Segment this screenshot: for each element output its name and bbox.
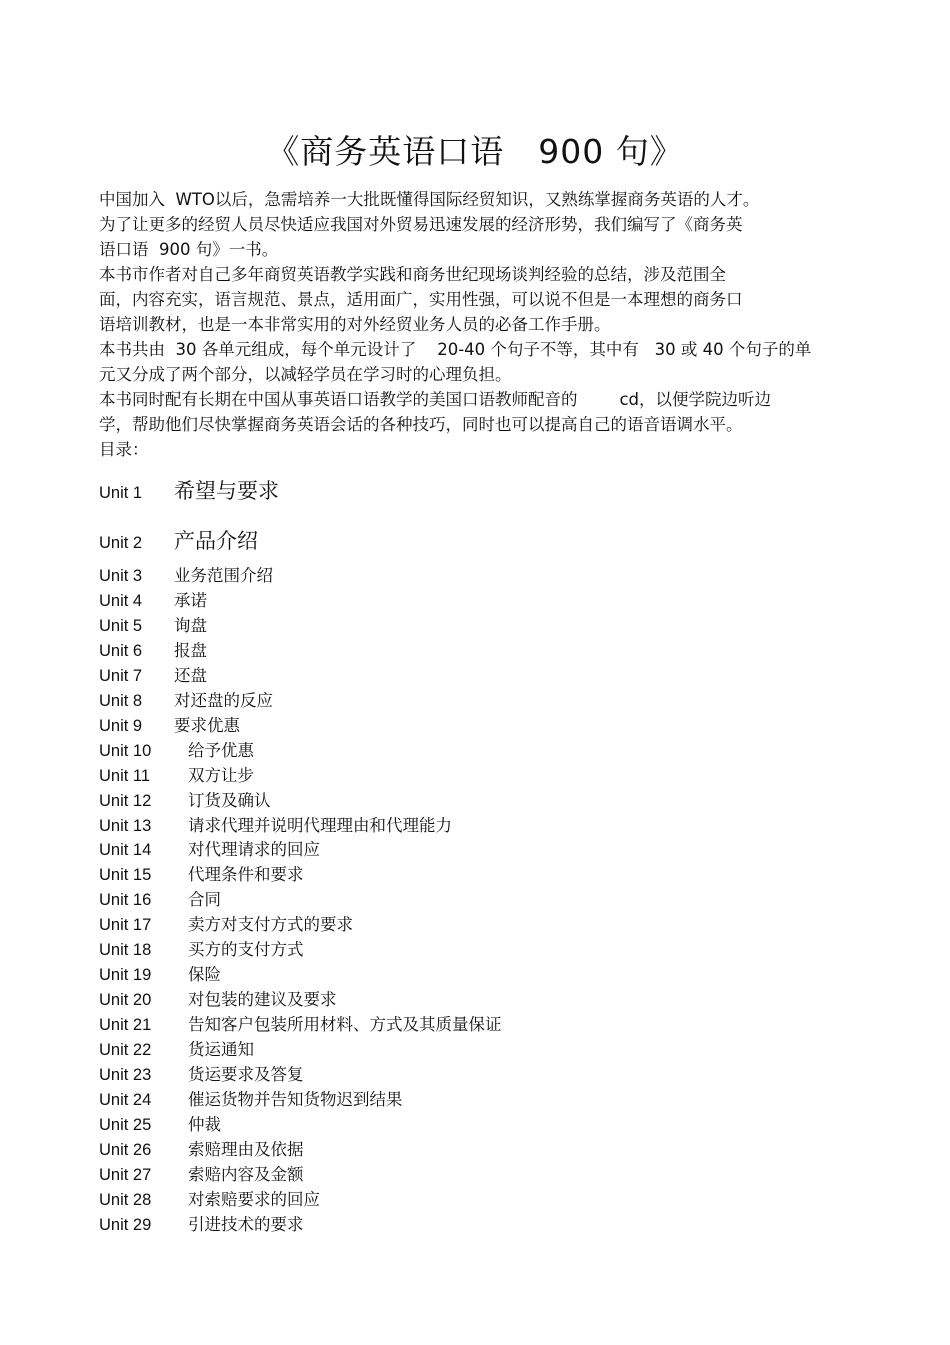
toc-entry <box>99 1161 304 1185</box>
unit-number: Unit 14 <box>99 841 152 860</box>
unit-number: Unit 11 <box>99 766 151 785</box>
unit-number: Unit 8 <box>99 691 143 710</box>
unit-title: 保险 <box>188 965 221 985</box>
toc-entry <box>99 1111 221 1135</box>
unit-number: Unit 19 <box>99 966 152 985</box>
toc-entry <box>99 587 207 611</box>
intro-line: 元又分成了两个部分，以减轻学员在学习时的心理负担。 <box>99 365 512 384</box>
unit-title: 对代理请求的回应 <box>188 840 320 860</box>
toc-entry <box>99 836 320 860</box>
intro-line: 本书同时配有长期在中国从事英语口语教学的美国口语教师配音的 cd，以便学院边听边 <box>99 390 772 409</box>
unit-number: Unit 3 <box>99 567 143 585</box>
toc-entry <box>99 1036 254 1060</box>
intro-line: 语口语 900 句》一书。 <box>99 240 279 259</box>
unit-title: 索赔理由及依据 <box>188 1139 304 1159</box>
toc-entry <box>99 687 273 711</box>
unit-number: Unit 7 <box>99 666 143 685</box>
intro-line: 本书市作者对自己多年商贸英语教学实践和商务世纪现场谈判经验的总结，涉及范围全 <box>99 265 726 284</box>
unit-title: 仲裁 <box>188 1114 221 1134</box>
unit-number: Unit 28 <box>99 1190 152 1209</box>
unit-number: Unit 6 <box>99 641 143 660</box>
unit-number: Unit 2 <box>99 534 143 552</box>
unit-title: 对包装的建议及要求 <box>188 990 337 1010</box>
toc-entry <box>99 562 273 586</box>
unit-number: Unit 1 <box>99 484 143 502</box>
unit-title: 订货及确认 <box>188 790 271 810</box>
unit-title: 货运要求及答复 <box>188 1065 304 1084</box>
intro-line: 中国加入 WTO以后，急需培养一大批既懂得国际经贸知识，又熟练掌握商务英语的人才。 <box>99 190 760 209</box>
unit-number: Unit 24 <box>99 1090 152 1109</box>
unit-title: 承诺 <box>174 590 207 610</box>
toc-entry <box>99 737 254 761</box>
unit-title: 产品介绍 <box>174 529 258 553</box>
toc-entry <box>99 475 279 505</box>
unit-number: Unit 22 <box>99 1041 152 1060</box>
unit-number: Unit 12 <box>99 791 152 810</box>
toc-entry <box>99 762 254 786</box>
unit-title: 催运货物并告知货物迟到结果 <box>188 1089 403 1109</box>
intro-line: 本书共由 30 各单元组成，每个单元设计了 20-40 个句子不等，其中有 30 或 40 个句子的单 <box>99 340 812 359</box>
unit-number: Unit 20 <box>99 991 152 1010</box>
toc-entry <box>99 861 304 885</box>
intro-line: 为了让更多的经贸人员尽快适应我国对外贸易迅速发展的经济形势，我们编写了《商务英 <box>99 215 743 234</box>
unit-title: 还盘 <box>174 665 207 685</box>
toc-entry <box>99 1211 304 1235</box>
unit-number: Unit 15 <box>99 866 152 885</box>
unit-number: Unit 23 <box>99 1066 152 1084</box>
toc-entry <box>99 612 207 636</box>
toc-entry <box>99 525 258 555</box>
unit-title: 告知客户包装所用材料、方式及其质量保证 <box>188 1015 502 1035</box>
unit-number: Unit 25 <box>99 1115 152 1134</box>
unit-title: 买方的支付方式 <box>188 940 304 960</box>
unit-number: Unit 18 <box>99 941 152 960</box>
unit-title: 对还盘的反应 <box>174 690 273 710</box>
unit-number: Unit 29 <box>99 1215 152 1234</box>
toc-entry <box>99 1061 304 1085</box>
unit-number: Unit 27 <box>99 1165 152 1184</box>
unit-title: 报盘 <box>174 640 207 660</box>
toc-entry <box>99 1011 502 1035</box>
page-title: 《商务英语口语 900 句》 <box>266 132 684 171</box>
toc-entry <box>99 1136 304 1160</box>
unit-number: Unit 9 <box>99 716 143 735</box>
unit-title: 索赔内容及金额 <box>188 1164 304 1184</box>
toc-entry <box>99 787 271 811</box>
unit-title: 卖方对支付方式的要求 <box>188 915 353 935</box>
unit-title: 引进技术的要求 <box>188 1214 304 1234</box>
unit-title: 对索赔要求的回应 <box>188 1189 320 1209</box>
toc-entry <box>99 911 353 935</box>
toc-entry <box>99 961 221 985</box>
unit-number: Unit 5 <box>99 616 143 635</box>
toc-entry <box>99 936 304 960</box>
unit-title: 代理条件和要求 <box>188 865 304 885</box>
unit-number: Unit 16 <box>99 891 152 910</box>
toc-entry <box>99 986 337 1010</box>
unit-title: 货运通知 <box>188 1040 254 1060</box>
toc-entry <box>99 812 452 836</box>
toc-entry <box>99 712 240 736</box>
unit-number: Unit 10 <box>99 741 152 760</box>
toc-entry <box>99 1186 320 1210</box>
intro-line: 语培训教材，也是一本非常实用的对外经贸业务人员的必备工作手册。 <box>99 315 611 334</box>
unit-title: 双方让步 <box>188 765 254 785</box>
unit-title: 要求优惠 <box>174 715 240 735</box>
unit-title: 给予优惠 <box>188 740 254 760</box>
toc-entry <box>99 886 221 910</box>
intro-line: 面，内容充实，语言规范、景点，适用面广，实用性强，可以说不但是一本理想的商务口 <box>99 290 743 309</box>
toc-entry <box>99 637 207 661</box>
unit-title: 请求代理并说明代理理由和代理能力 <box>188 815 452 835</box>
unit-number: Unit 13 <box>99 816 152 835</box>
intro-line: 学，帮助他们尽快掌握商务英语会话的各种技巧，同时也可以提高自己的语音语调水平。 <box>99 415 743 434</box>
unit-title: 询盘 <box>174 615 207 635</box>
toc-entry <box>99 1086 403 1110</box>
unit-title: 业务范围介绍 <box>174 566 273 585</box>
unit-number: Unit 21 <box>99 1016 152 1035</box>
unit-number: Unit 4 <box>99 591 143 610</box>
toc-entry <box>99 662 207 686</box>
toc-heading: 目录： <box>99 440 149 459</box>
unit-title: 希望与要求 <box>174 479 279 503</box>
unit-title: 合同 <box>188 890 221 910</box>
unit-number: Unit 26 <box>99 1140 152 1159</box>
intro-text <box>99 187 859 462</box>
unit-number: Unit 17 <box>99 916 152 935</box>
